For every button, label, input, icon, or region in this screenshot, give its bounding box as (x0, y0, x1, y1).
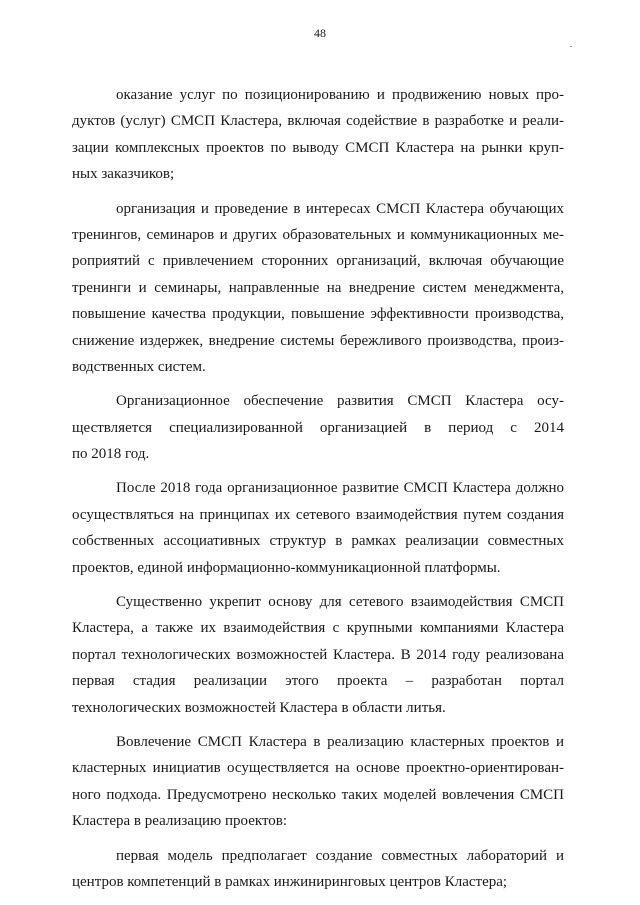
text-line: портал технологических возможностей Кластера. В 2014 году реализована (72, 646, 564, 663)
paragraph (72, 843, 564, 896)
text-line: осуществляться на принципах их сетевого взаимодействия путем создания (72, 506, 564, 523)
text-line: роприятий с привлечением сторонних организаций, включая обучающие (72, 253, 564, 270)
text-line: тренингов, семинаров и других образовательных и коммуникационных ме- (72, 226, 564, 243)
text-line: Кластера в реализацию проектов: (72, 813, 288, 830)
text-line: дуктов (услуг) СМСП Кластера, включая содействие в разработке и реали- (72, 113, 564, 130)
text-line: первая модель предполагает создание совместных лабораторий и (116, 847, 564, 864)
text-line: снижение издержек, внедрение системы бережливого производства, произ- (72, 332, 564, 349)
text-line: собственных ассоциативных структур в рамках реализации совместных (72, 533, 564, 550)
text-line: технологических возможностей Кластера в области литья. (72, 699, 446, 716)
text-line: После 2018 года организационное развитие СМСП Кластера должно (116, 480, 564, 497)
page-number: 48 (314, 26, 326, 40)
scan-mark (570, 46, 572, 47)
text-line: центров компетенций в рамках инжиниринговых центров Кластера; (72, 873, 508, 890)
text-line: повышение качества продукции, повышение эффективности производства, (72, 306, 564, 323)
text-line: ного подхода. Предусмотрено несколько таких моделей вовлечения СМСП (72, 786, 564, 803)
text-line: оказание услуг по позиционированию и продвижению новых про- (116, 87, 564, 103)
text-line: ществляется специализированной организацией в период с 2014 (72, 419, 564, 436)
paragraph (72, 82, 564, 188)
paragraph (72, 729, 564, 835)
paragraph (72, 475, 564, 581)
text-line: тренинги и семинары, направленные на внедрение систем менеджмента, (72, 279, 564, 296)
text-line: кластерных инициатив осуществляется на основе проектно-ориентирован- (72, 760, 564, 777)
text-line: ных заказчиков; (72, 166, 175, 183)
text-line: Вовлечение СМСП Кластера в реализацию кластерных проектов и (116, 733, 564, 750)
text-line: Кластера, а также их взаимодействия с крупными компаниями Кластера (72, 620, 564, 637)
paragraph (72, 589, 564, 721)
text-line: Организационное обеспечение развития СМСП Кластера осу- (116, 393, 564, 410)
document-body (72, 82, 564, 895)
text-line: проектов, единой информационно-коммуникационной платформы. (72, 559, 501, 576)
text-line: Существенно укрепит основу для сетевого взаимодействия СМСП (116, 594, 564, 611)
text-line: организация и проведение в интересах СМСП Кластера обучающих (116, 200, 564, 217)
text-line: по 2018 год. (72, 446, 150, 463)
text-line: водственных систем. (72, 358, 206, 375)
paragraph (72, 196, 564, 381)
text-line: первая стадия реализации этого проекта – разработан портал (72, 673, 564, 690)
text-line: зации комплексных проектов по выводу СМСП Кластера на рынки круп- (72, 139, 564, 156)
paragraph (72, 388, 564, 467)
